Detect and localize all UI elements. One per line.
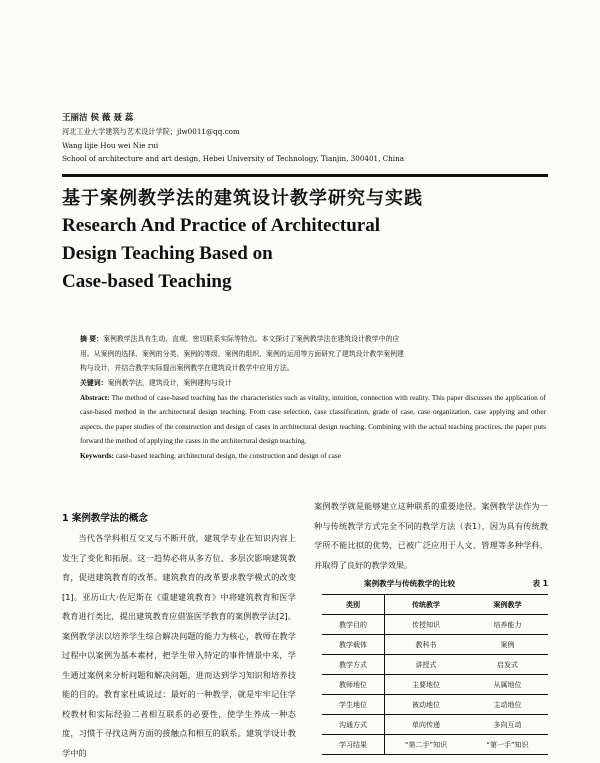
table-header-cell: 类别	[322, 595, 385, 615]
abstract-cn-label: 摘 要：	[80, 335, 104, 343]
table-row	[322, 715, 548, 735]
table-cell: 传授知识	[412, 620, 440, 629]
section-heading: 1 案例教学法的概念	[62, 513, 148, 524]
table-cell: “第一手”知识	[486, 740, 529, 749]
author-names-en: Wang lijie Hou wei Nie rui	[62, 141, 159, 150]
table-cell: 教学方式	[322, 655, 385, 675]
table-row	[322, 615, 548, 635]
table-row	[322, 655, 548, 675]
comparison-table	[322, 594, 548, 755]
table-row	[322, 675, 548, 695]
title-en-line3: Case-based Teaching	[62, 271, 232, 292]
table-cell: 学生地位	[322, 695, 385, 715]
table-cell: 讲授式	[415, 660, 437, 669]
table-cell: 主动地位	[493, 700, 522, 709]
table-caption	[322, 578, 548, 589]
affiliation-cn: 河北工业大学建筑与艺术设计学院；jlw0011@qq.com	[62, 127, 240, 136]
author-names-cn: 王丽洁 侯 薇 聂 蕊	[62, 113, 134, 123]
title-cn: 基于案例教学法的建筑设计教学研究与实践	[62, 188, 423, 209]
table-cell: 被动地位	[412, 700, 440, 709]
keywords-en: case-based teaching, architectural design, the construction and design of case	[115, 450, 341, 460]
left-column	[62, 529, 296, 763]
abstract-cn-line3: 构与设计，并结合教学实际提出案例教学在建筑设计教学中应用方法。	[80, 364, 294, 372]
table-header-cell: 传统教学	[412, 600, 440, 609]
title-en	[62, 212, 542, 296]
abstract-cn	[80, 332, 546, 390]
abstract-en-text: The method of case-based teaching has the characteristics such as vitality, intuition, connection with reality. This paper discusses the application of case-based method in the architectural design teaching. From case selection, case classification, grade of case, case organization, case applying and other aspects, the paper studies of the construction and design of cases in architectural design teaching. Combining with the actual teaching practices, the paper puts forward the method of applying the cases in the architectural design teaching.	[80, 393, 546, 446]
section-paragraph-1: 当代各学科相互交叉与不断开放，建筑学专业在知识内容上发生了变化和拓展。这一趋势必将从多方位、多层次影响建筑教育，促进建筑教育的改革。建筑教育的改革要求教学模式的改变[1]。亚历山大·佐尼斯在《重建建筑教育》中将建筑教育和医学教育进行类比，提出建筑教育应借鉴医学教育的案例教学法[2]。案例教学法以培养学生综合解决问题的能力为核心，教师在教学过程中以案例为基本素材，把学生带入特定的事件情景中来，学生通过案例来分析问题和解决问题，进而达到学习知识和培养技能的目的。教育家杜威说过：最好的一种教学，就是牢牢记住学校教材和实际经验二者相互联系的必要性，使学生养成一种态度，习惯于寻找这两方面的接触点和相互的联系。建筑学设计教学中的	[62, 533, 296, 758]
table-cell: 教学载体	[322, 635, 385, 655]
table-cell: “第二手”知识	[404, 740, 448, 749]
abstract-en-label: Abstract:	[80, 393, 110, 402]
table-cell: 单向传递	[412, 720, 440, 729]
table-cell: 学习结果	[322, 735, 385, 755]
table-cell: 教师地位	[322, 675, 385, 695]
table-cell: 教科书	[415, 640, 437, 649]
top-rule	[62, 174, 548, 177]
keywords-cn: 案例教学法，建筑设计，案例建构与设计	[107, 378, 232, 387]
table-cell: 多向互动	[493, 720, 522, 729]
table-cell: 从属地位	[493, 680, 522, 689]
title-en-line2: Design Teaching Based on	[62, 243, 273, 264]
table-cell: 沟通方式	[322, 715, 385, 735]
table-row	[322, 695, 548, 715]
keywords-cn-label: 关键词：	[80, 378, 108, 387]
table-row	[322, 635, 548, 655]
abstract-cn-line1: 案例教学法具有生动、直观、密切联系实际等特点。本文探讨了案例教学法在建筑设计教学中的应	[103, 335, 400, 343]
table-cell: 培养能力	[493, 620, 522, 629]
abstract-cn-line2: 用。从案例的选择、案例的分类、案例的等级、案例的组织、案例的运用等方面研究了建筑设计教学案例建	[80, 349, 404, 358]
table-cell: 案例	[500, 640, 515, 649]
right-column	[314, 497, 548, 575]
table-row	[322, 735, 548, 755]
table-cell: 教学目的	[322, 615, 385, 635]
table-number: 表 1	[532, 579, 548, 588]
title-en-line1: Research And Practice of Architectural	[62, 215, 380, 236]
section-paragraph-2: 案例教学就是能够建立这种联系的重要途径。案例教学法作为一种与传统教学方式完全不同的教学方法（表1），因为具有传统教学所不能比拟的优势，已被广泛应用于人文、管理等多种学科，并取得了良好的教学效果。	[314, 501, 548, 570]
table-cell: 主要地位	[412, 680, 440, 689]
affiliation-en: School of architecture and art design, Hebei University of Technology, Tianjin, 300401, China	[62, 154, 405, 163]
table-cell: 启发式	[497, 660, 518, 669]
table-header-row	[322, 595, 548, 615]
table-caption-text: 案例教学与传统教学的比较	[364, 579, 456, 588]
abstract-en	[80, 391, 546, 463]
keywords-en-label: Keywords:	[80, 450, 115, 460]
table-header-cell: 案例教学	[493, 600, 522, 609]
